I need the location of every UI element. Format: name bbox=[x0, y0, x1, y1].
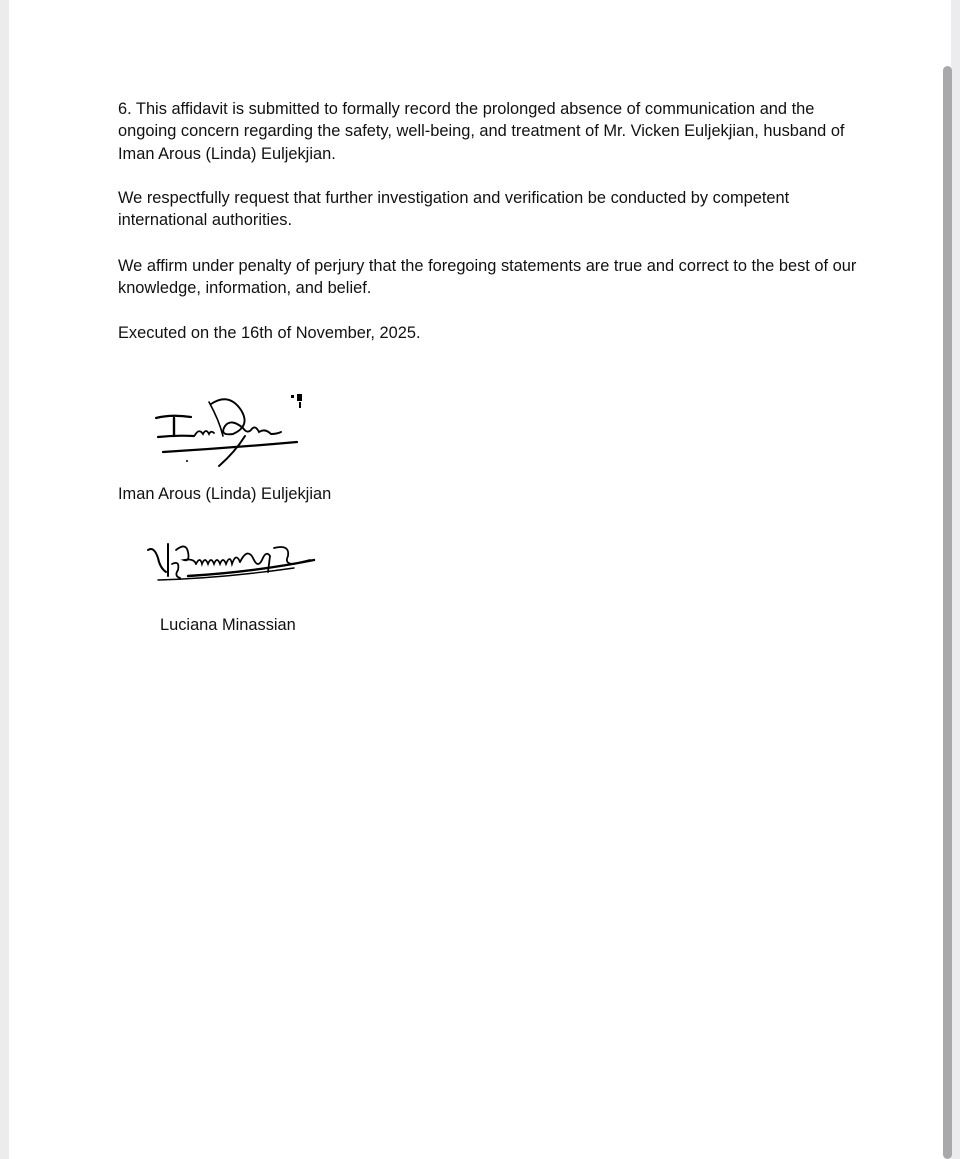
document-page bbox=[9, 0, 951, 1159]
signature-1-image bbox=[119, 390, 309, 470]
paragraph-request-investigation: We respectfully request that further investigation and verification be conducted by competent international authorities. bbox=[118, 189, 790, 230]
signatory-2-name: Luciana Minassian bbox=[160, 616, 296, 634]
signatory-1-name: Iman Arous (Linda) Euljekjian bbox=[118, 485, 332, 503]
signature-2-image bbox=[144, 536, 319, 586]
paragraph-6-affidavit-purpose: 6. This affidavit is submitted to formally record the prolonged absence of communication and the ongoing concern regarding the safety, well-being, and treatment of Mr. Vicken Euljekjian, husband of Iman Arous (Linda) Euljekjian. bbox=[118, 100, 845, 163]
vertical-scrollbar[interactable] bbox=[943, 66, 952, 1159]
paragraph-perjury-affirmation: We affirm under penalty of perjury that the foregoing statements are true and correct to the best of our knowledge, information, and belief. bbox=[118, 257, 857, 298]
execution-date: Executed on the 16th of November, 2025. bbox=[118, 324, 421, 342]
